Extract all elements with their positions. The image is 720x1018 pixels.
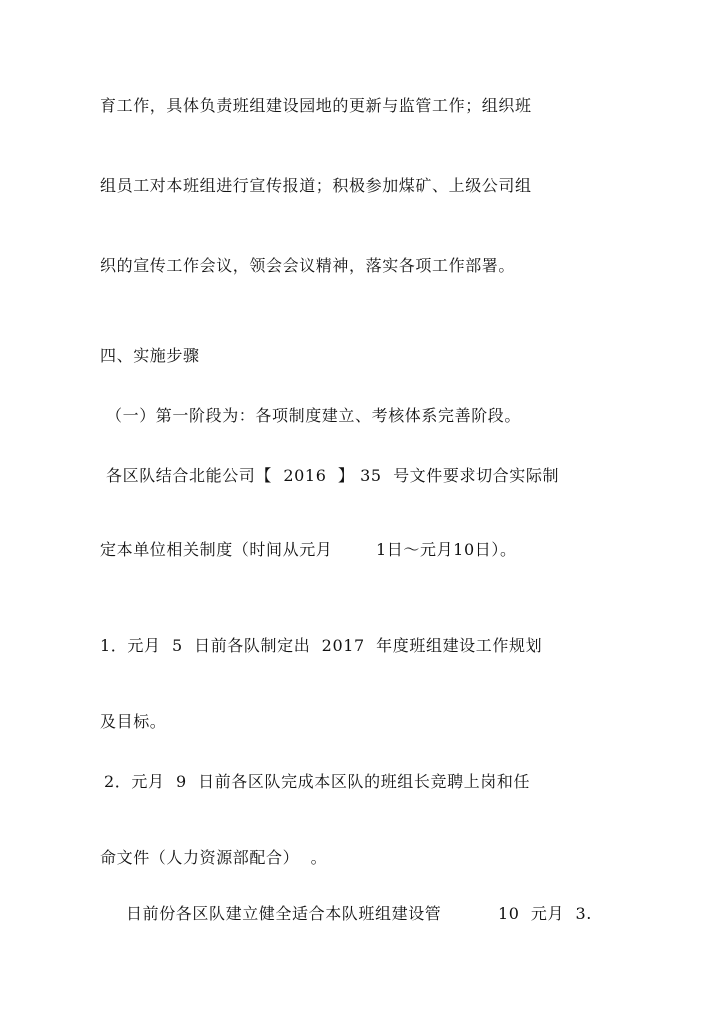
list-item-2: 2．元月 9 日前各区队完成本区队的班组长竞聘上岗和任 [104,772,531,791]
text-line-2: 组员工对本班组进行宣传报道；积极参加煤矿、上级公司组 [100,176,532,195]
text-line-7a: 定本单位相关制度（时间从元月 [100,540,333,559]
text-line-13a: 日前份各区队建立健全适合本队班组建设管 [126,904,442,923]
list-item-2-cont: 命文件（人力资源部配合） 。 [100,848,328,867]
text-line-1: 育工作，具体负责班组建设园地的更新与监管工作；组织班 [100,96,532,115]
list-item-1-cont: 及目标。 [100,712,167,731]
section-heading: 四、实施步骤 [100,346,200,365]
list-item-1: 1．元月 5 日前各队制定出 2017 年度班组建设工作规划 [100,636,543,655]
subsection-heading: （一）第一阶段为：各项制度建立、考核体系完善阶段。 [106,406,522,425]
text-line-13b: 10 元月 3. [498,904,592,923]
text-line-3: 织的宣传工作会议，领会会议精神，落实各项工作部署。 [100,256,516,275]
text-line-6: 各区队结合北能公司【 2016 】 35 号文件要求切合实际制 [106,466,560,485]
text-line-7b: 1日～元月10日）。 [376,540,517,559]
